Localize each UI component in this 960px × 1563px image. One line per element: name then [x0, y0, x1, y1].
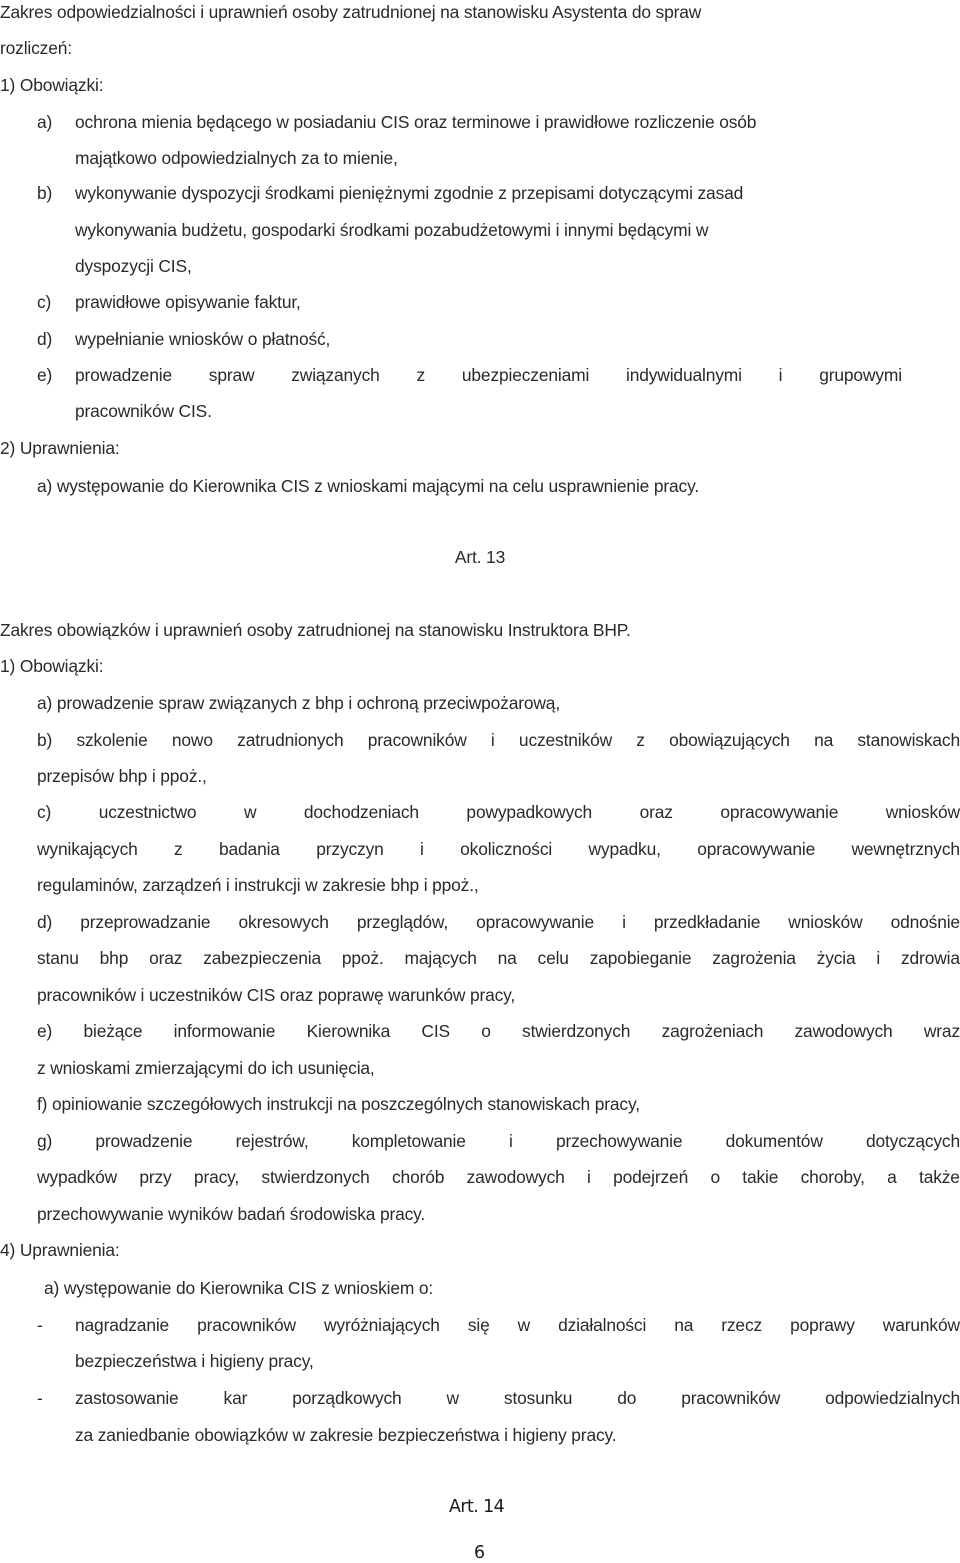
list-item-text: przechowywanie wyników badań środowiska pracy.: [37, 1204, 426, 1224]
list-marker: e): [37, 365, 53, 385]
rights-item: a) występowanie do Kierownika CIS z wnioskiem o:: [44, 1278, 434, 1298]
list-item-text: za zaniedbanie obowiązków w zakresie bezpieczeństwa i higieny pracy.: [75, 1425, 617, 1445]
list-item-text: pracowników i uczestników CIS oraz poprawę warunków pracy,: [37, 985, 516, 1005]
list-item-text: majątkowo odpowiedzialnych za to mienie,: [75, 148, 398, 168]
list-item-text: z wnioskami zmierzającymi do ich usunięcia,: [37, 1058, 375, 1078]
list-marker: d): [37, 329, 53, 349]
dash-bullet: -: [37, 1388, 43, 1408]
list-item-text-justified: nagradzanie pracowników wyróżniających się w działalności na rzecz poprawy warunków: [75, 1315, 960, 1335]
list-item-text: wypełnianie wniosków o płatność,: [75, 329, 331, 349]
rights-heading: 4) Uprawnienia:: [0, 1240, 120, 1260]
list-item-text-justified: b) szkolenie nowo zatrudnionych pracowników i uczestników z obowiązujących na stanowiskach: [37, 730, 960, 750]
list-item-text: f) opiniowanie szczegółowych instrukcji na poszczególnych stanowiskach pracy,: [37, 1094, 640, 1114]
list-item-text: ochrona mienia będącego w posiadaniu CIS oraz terminowe i prawidłowe rozliczenie osób: [75, 112, 757, 132]
article-heading: Art. 14: [449, 1497, 505, 1517]
list-item-text-justified: prowadzenie spraw związanych z ubezpieczeniami indywidualnymi i grupowymi: [75, 365, 902, 385]
section-title-line1: Zakres odpowiedzialności i uprawnień osoby zatrudnionej na stanowisku Asystenta do spraw: [0, 2, 702, 22]
list-item-text: regulaminów, zarządzeń i instrukcji w zakresie bhp i ppoż.,: [37, 875, 479, 895]
list-marker: b): [37, 183, 53, 203]
list-item-text-justified: c) uczestnictwo w dochodzeniach powypadkowych oraz opracowywanie wniosków: [37, 802, 960, 822]
list-item-text: przepisów bhp i ppoż.,: [37, 766, 207, 786]
list-item-text: pracowników CIS.: [75, 401, 212, 421]
page-number: 6: [474, 1543, 485, 1563]
list-item-text-justified: stanu bhp oraz zabezpieczenia ppoż. mających na celu zapobieganie zagrożenia życia i zdrowia: [37, 948, 960, 968]
duties-heading: 1) Obowiązki:: [0, 656, 104, 676]
list-item-text: wykonywanie dyspozycji środkami pieniężnymi zgodnie z przepisami dotyczącymi zasad: [75, 183, 744, 203]
list-marker: a): [37, 112, 53, 132]
list-item-text-justified: zastosowanie kar porządkowych w stosunku do pracowników odpowiedzialnych: [75, 1388, 960, 1408]
list-item-text-justified: wynikających z badania przyczyn i okoliczności wypadku, opracowywanie wewnętrznych: [37, 839, 960, 859]
list-item-text-justified: g) prowadzenie rejestrów, kompletowanie i przechowywanie dokumentów dotyczących: [37, 1131, 960, 1151]
list-item-text-justified: e) bieżące informowanie Kierownika CIS o stwierdzonych zagrożeniach zawodowych wraz: [37, 1021, 960, 1041]
article-title: Zakres obowiązków i uprawnień osoby zatrudnionej na stanowisku Instruktora BHP.: [0, 620, 631, 640]
rights-heading: 2) Uprawnienia:: [0, 438, 120, 458]
list-item-text: a) prowadzenie spraw związanych z bhp i ochroną przeciwpożarową,: [37, 693, 561, 713]
section-title-line2: rozliczeń:: [0, 38, 72, 58]
rights-item: a) występowanie do Kierownika CIS z wnioskami mającymi na celu usprawnienie pracy.: [37, 476, 700, 496]
article-heading: Art. 13: [454, 547, 506, 567]
list-item-text-justified: d) przeprowadzanie okresowych przeglądów, opracowywanie i przedkładanie wniosków odnośnie: [37, 912, 960, 932]
list-item-text: prawidłowe opisywanie faktur,: [75, 292, 301, 312]
list-marker: c): [37, 292, 52, 312]
list-item-text: wykonywania budżetu, gospodarki środkami pozabudżetowymi i innymi będącymi w: [75, 220, 709, 240]
list-item-text-justified: wypadków przy pracy, stwierdzonych chorób zawodowych i podejrzeń o takie choroby, a także: [37, 1167, 960, 1187]
list-item-text: bezpieczeństwa i higieny pracy,: [75, 1351, 314, 1371]
dash-bullet: -: [37, 1315, 43, 1335]
duties-heading: 1) Obowiązki:: [0, 75, 104, 95]
list-item-text: dyspozycji CIS,: [75, 256, 192, 276]
